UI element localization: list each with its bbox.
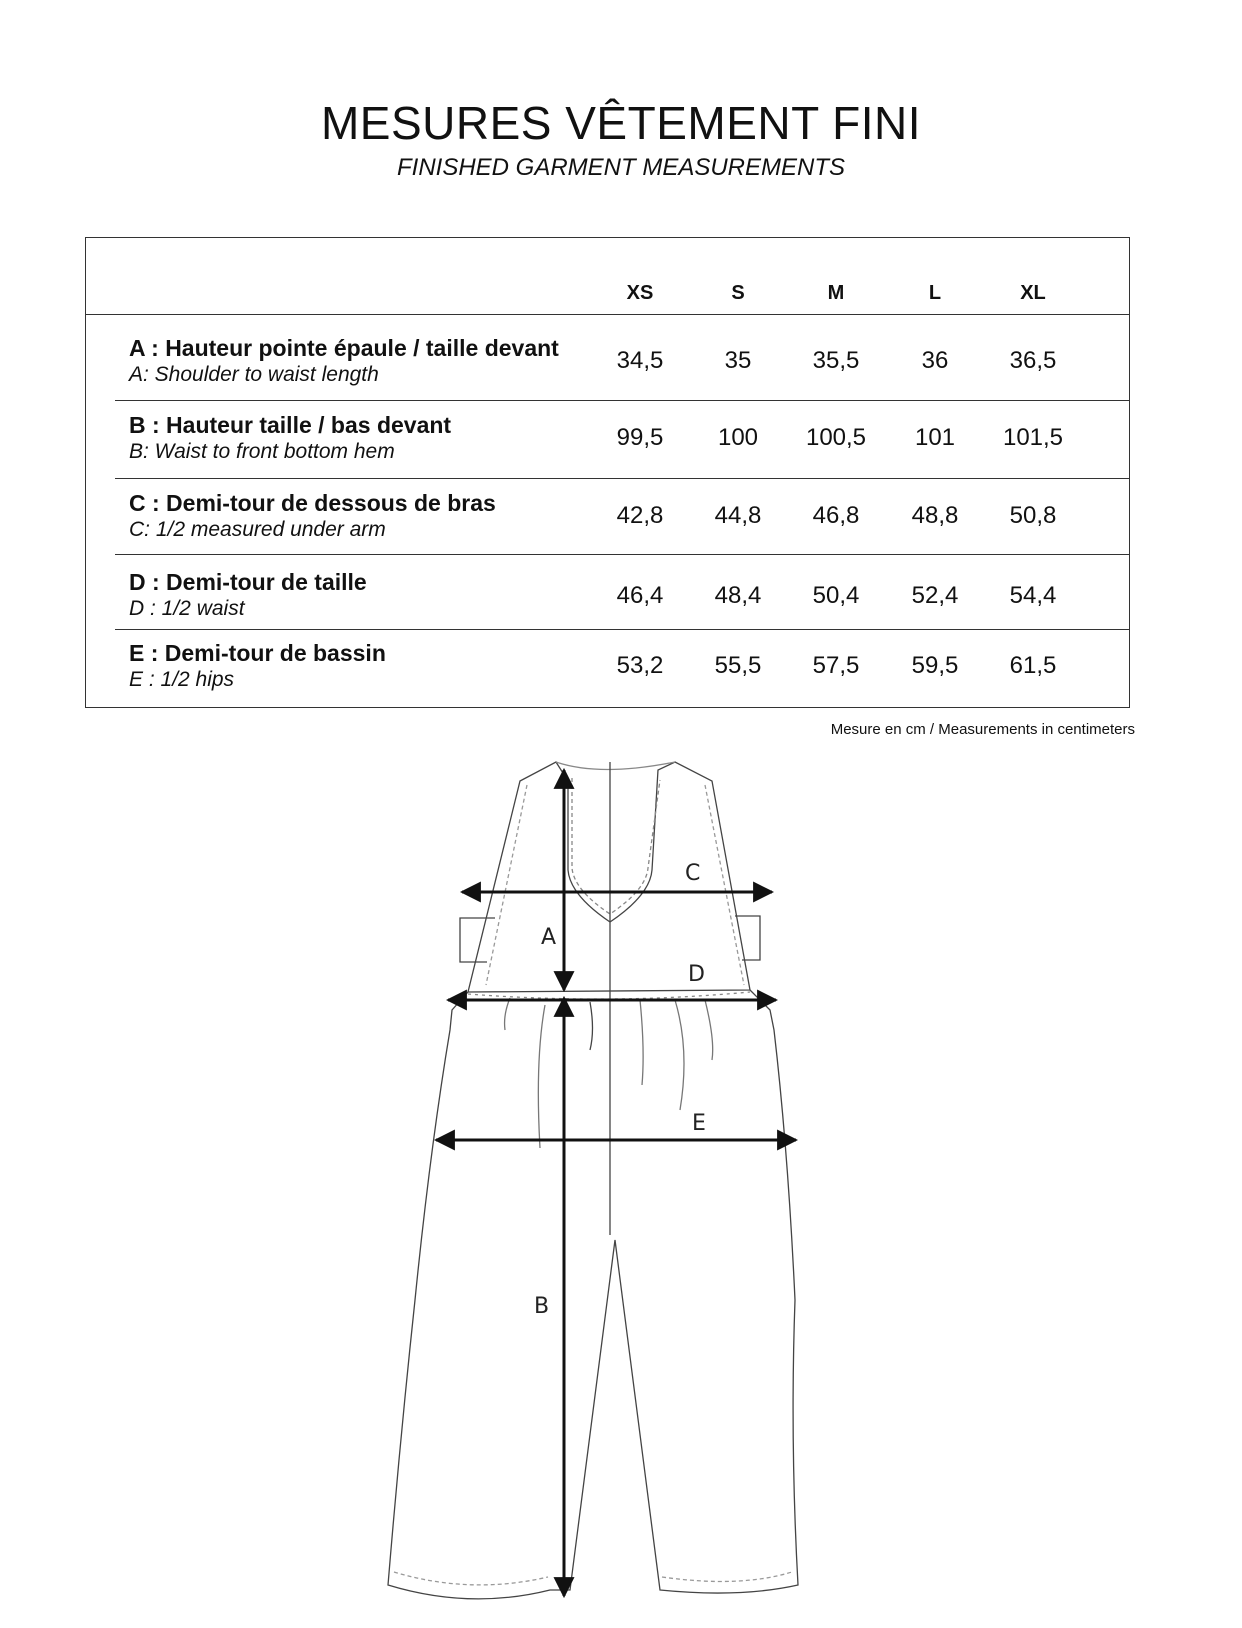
row-a-french: A : Hauteur pointe épaule / taille devant: [129, 335, 559, 361]
table-cell: 48,4: [714, 582, 762, 609]
table-cell: 57,5: [812, 652, 860, 679]
page-subtitle: FINISHED GARMENT MEASUREMENTS: [396, 154, 846, 181]
units-note: Mesure en cm / Measurements in centimeters: [830, 721, 1135, 738]
diagram-label-a: A: [541, 925, 557, 950]
size-header-xl: XL: [1020, 282, 1046, 304]
row-b-english: B: Waist to front bottom hem: [129, 440, 395, 463]
table-cell: 100,5: [805, 424, 867, 451]
table-cell: 35,5: [812, 347, 860, 374]
row-d-french: D : Demi-tour de taille: [129, 569, 367, 595]
table-cell: 35: [724, 347, 752, 374]
size-header-s: S: [731, 282, 745, 304]
trousers-outline: [388, 990, 798, 1599]
diagram-label-e: E: [692, 1111, 706, 1136]
table-cell: 52,4: [911, 582, 959, 609]
diagram-label-d: D: [688, 962, 705, 987]
table-cell: 55,5: [714, 652, 762, 679]
table-cell: 53,2: [616, 652, 664, 679]
row-e-french: E : Demi-tour de bassin: [129, 640, 386, 666]
size-header-m: M: [827, 282, 845, 304]
table-cell: 42,8: [616, 502, 664, 529]
row-c-english: C: 1/2 measured under arm: [129, 518, 386, 541]
measurement-arrows: [436, 770, 796, 1596]
table-cell: 61,5: [1009, 652, 1057, 679]
table-cell: 46,4: [616, 582, 664, 609]
row-a-english: A: Shoulder to waist length: [129, 363, 379, 386]
diagram-label-b: B: [534, 1294, 550, 1319]
table-cell: 100: [717, 424, 759, 451]
row-c-french: C : Demi-tour de dessous de bras: [129, 490, 496, 516]
table-cell: 59,5: [911, 652, 959, 679]
table-cell: 50,8: [1009, 502, 1057, 529]
table-cell: 36,5: [1009, 347, 1057, 374]
page-title: MESURES VÊTEMENT FINI: [320, 97, 922, 149]
table-cell: 101: [914, 424, 956, 451]
diagram-label-c: C: [685, 861, 701, 886]
table-cell: 44,8: [714, 502, 762, 529]
row-b-french: B : Hauteur taille / bas devant: [129, 412, 452, 438]
table-cell: 36: [921, 347, 949, 374]
size-header-xs: XS: [626, 282, 654, 304]
size-header-l: L: [928, 282, 942, 304]
row-e-english: E : 1/2 hips: [129, 668, 235, 691]
table-cell: 46,8: [812, 502, 860, 529]
row-d-english: D : 1/2 waist: [129, 597, 245, 620]
table-cell: 101,5: [1002, 424, 1064, 451]
table-cell: 34,5: [616, 347, 664, 374]
table-cell: 48,8: [911, 502, 959, 529]
table-cell: 54,4: [1009, 582, 1057, 609]
table-cell: 50,4: [812, 582, 860, 609]
table-cell: 99,5: [616, 424, 664, 451]
